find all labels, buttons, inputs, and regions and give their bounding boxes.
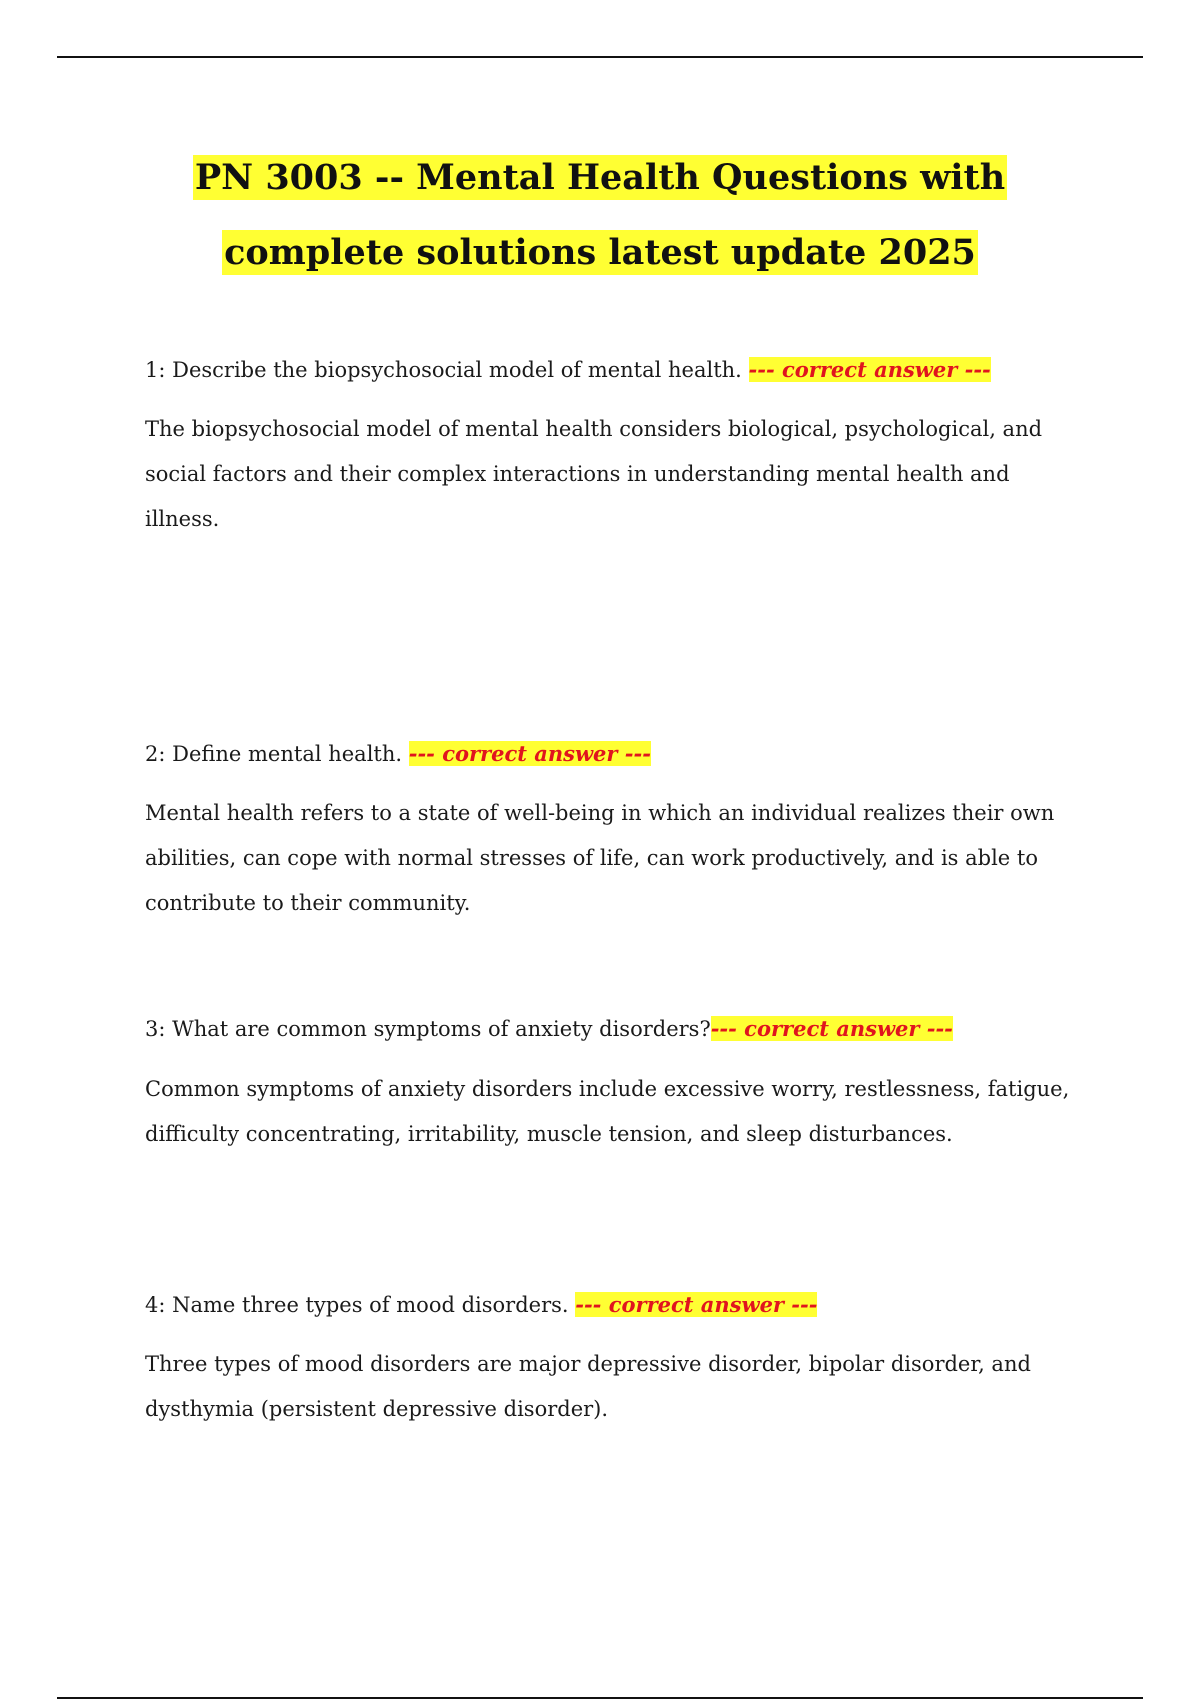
- footer-rule: [57, 1697, 1143, 1699]
- question-1: [145, 347, 1085, 393]
- question-4: [145, 1282, 1085, 1328]
- answer-marker-1: --- correct answer ---: [748, 357, 991, 382]
- answer-marker-4: --- correct answer ---: [575, 1292, 818, 1317]
- answer-1: The biopsychosocial model of mental health considers biological, psychological, and social factors and their complex interactions in understanding mental health and illness.: [145, 417, 1043, 531]
- answer-2: Mental health refers to a state of well-being in which an individual realizes their own abilities, can cope with normal stresses of life, can work productively, and is able to contribute to their community.: [145, 801, 1055, 915]
- answer-4: Three types of mood disorders are major depressive disorder, bipolar disorder, and dysthymia (persistent depressive disorder).: [145, 1352, 1031, 1421]
- document-title: [60, 140, 1140, 290]
- title-line-1: PN 3003 -- Mental Health Questions with: [194, 157, 1006, 198]
- qa-item-3: [145, 1006, 1085, 1157]
- question-3: [145, 1006, 1085, 1052]
- title-line-2: complete solutions latest update 2025: [224, 232, 976, 273]
- question-1-text: 1: Describe the biopsychosocial model of mental health.: [145, 358, 749, 382]
- answer-3: Common symptoms of anxiety disorders include excessive worry, restlessness, fatigue, difficulty concentrating, irritability, muscle tension, and sleep disturbances.: [145, 1077, 1070, 1146]
- question-3-text: 3: What are common symptoms of anxiety disorders?: [145, 1017, 711, 1041]
- qa-item-4: [145, 1282, 1085, 1432]
- qa-item-2: [145, 731, 1085, 926]
- header-rule: [57, 56, 1143, 58]
- answer-marker-2: --- correct answer ---: [408, 741, 651, 766]
- qa-item-1: [145, 347, 1085, 542]
- answer-marker-3: --- correct answer ---: [710, 1016, 953, 1041]
- question-2-text: 2: Define mental health.: [145, 742, 409, 766]
- question-2: [145, 731, 1085, 777]
- question-4-text: 4: Name three types of mood disorders.: [145, 1293, 576, 1317]
